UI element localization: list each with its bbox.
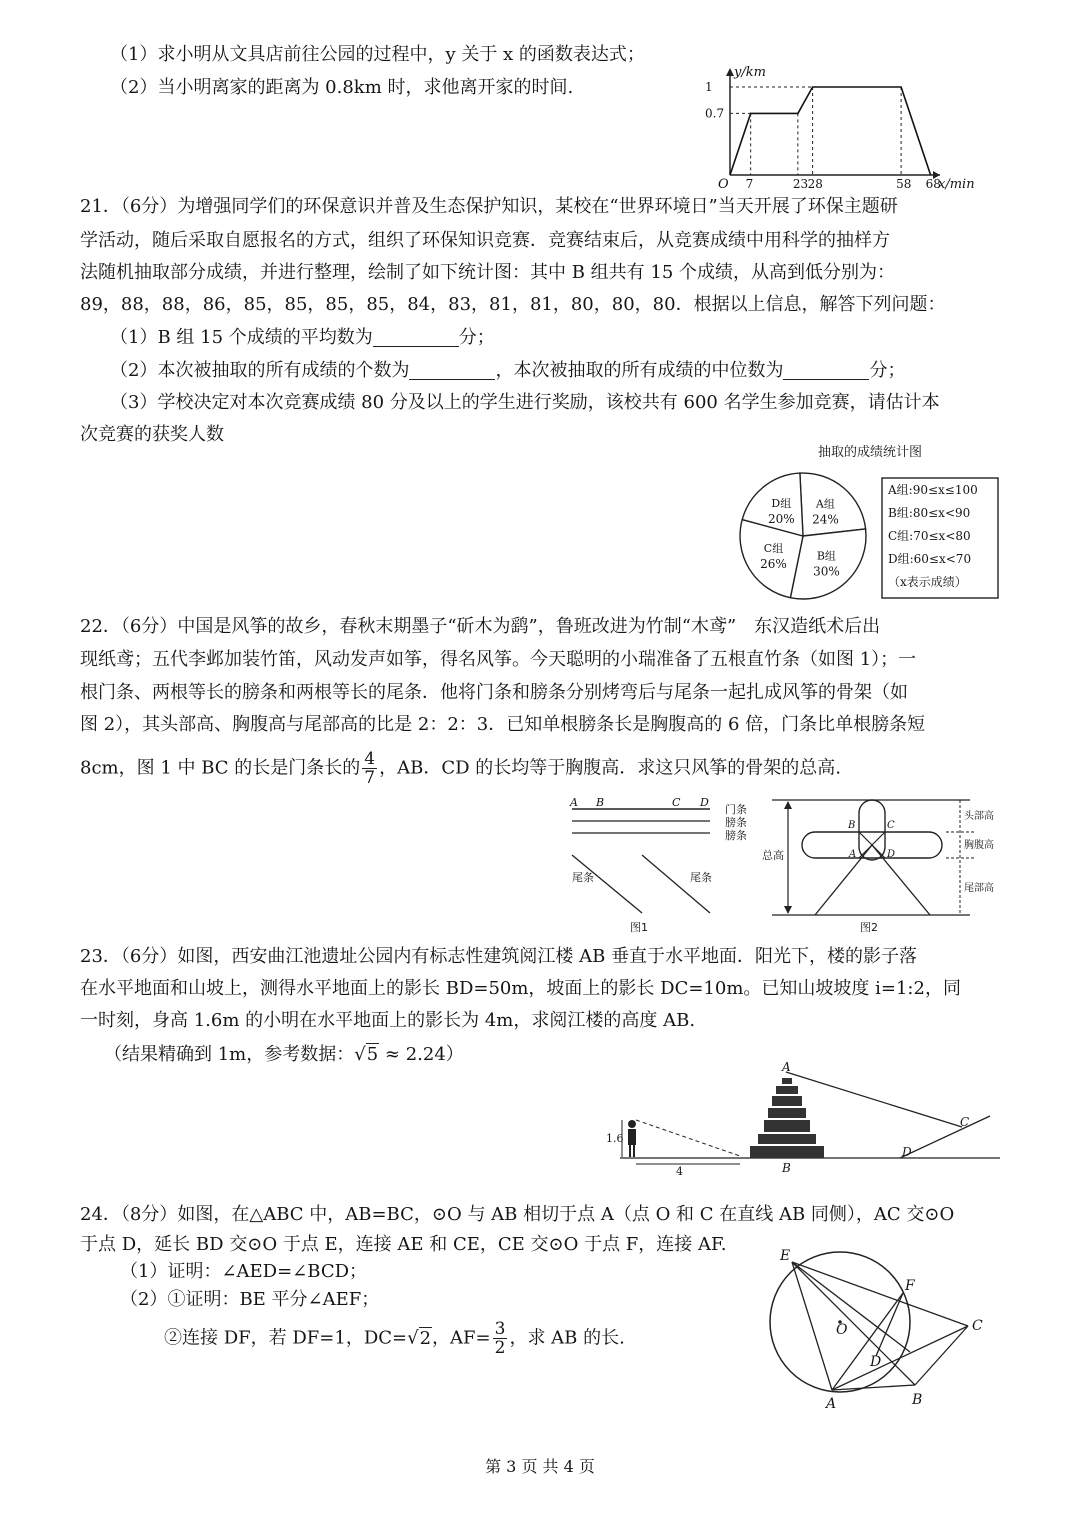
q23-sqrt-arg: 5	[366, 1044, 379, 1065]
fig2-point-C: C	[887, 820, 895, 831]
q20-distance-time-graph	[690, 60, 980, 195]
q21-sub2-unit: 分；	[869, 360, 906, 381]
q20-x-tick: 58	[896, 177, 912, 191]
fig23-point-C: C	[960, 1115, 970, 1129]
fig1-label-door: 门条	[725, 803, 747, 816]
q20-x-axis-label: x/min	[938, 177, 975, 192]
fig23-point-D: D	[902, 1145, 912, 1159]
fig1-label-tail-left: 尾条	[572, 871, 594, 884]
q24-line2: 于点 D，延长 BD 交⊙O 于点 E，连接 AE 和 CE，CE 交⊙O 于点 F，连接 AF.	[80, 1234, 727, 1255]
fig2-tail-right	[872, 845, 930, 915]
pie-slice-group-label: B组	[816, 549, 836, 563]
pie-slice-pct-label: 26%	[760, 557, 787, 572]
tail-strip-left	[572, 855, 642, 913]
q21-sub3-cont: 次竞赛的获奖人数	[80, 424, 224, 445]
fig2-label-head: 头部高	[964, 811, 994, 822]
fig23-point-A: A	[782, 1060, 791, 1074]
q21-sub1-blank	[373, 326, 459, 347]
q21-sub2-text: （2）本次被抽取的所有成绩的个数为	[110, 360, 410, 381]
fig2-label-tail: 尾部高	[964, 883, 994, 894]
fig23-height-label: 1.6	[606, 1132, 624, 1145]
q23-figure	[600, 1060, 1010, 1180]
q24-sub3-text: ②连接 DF，若 DF=1，DC=	[164, 1327, 408, 1349]
q22-line2: 现纸鸢；五代李邺加装竹笛，风动发声如筝，得名风筝。今天聪明的小瑞准备了五根直竹条（如图 1）；一	[80, 649, 917, 670]
fig2-caption: 图2	[860, 921, 878, 934]
fig2-point-B: B	[848, 820, 856, 831]
fig1-label-tail-right: 尾条	[690, 871, 712, 884]
q20-sub1: （1）求小明从文具店前往公园的过程中，y 关于 x 的函数表达式；	[110, 44, 645, 65]
q20-guide-lines	[730, 87, 901, 175]
q22-line5	[80, 750, 841, 787]
q20-x-tick: 23	[792, 177, 809, 191]
q24-sqrt-arg: 2	[419, 1327, 432, 1349]
q22-figure-1	[560, 795, 760, 935]
q20-series-line	[730, 87, 931, 175]
fig24-point-D: D	[870, 1354, 882, 1370]
q22-frac-numerator: 4	[364, 749, 376, 769]
q21-sub3: （3）学校决定对本次竞赛成绩 80 分及以上的学生进行奖励，该校共有 600 名学生参加竞赛，请估计本	[110, 392, 940, 413]
q20-sub2: （2）当小明离家的距离为 0.8km 时，求他离开家的时间.	[110, 77, 574, 98]
page-footer: 第 3 页 共 4 页	[485, 1457, 595, 1476]
pavilion-tower	[750, 1078, 824, 1158]
q20-x-tick: 28	[807, 177, 823, 191]
q24-sub3	[164, 1320, 625, 1357]
pie-legend-item: C组:70≤x<80	[888, 529, 971, 543]
q21-sub1-text: （1）B 组 15 个成绩的平均数为	[110, 327, 373, 348]
q22-line3: 根门条、两根等长的膀条和两根等长的尾条．他将门条和膀条分别烤弯后与尾条一起扎成风筝的骨架（如	[80, 682, 908, 703]
q21-pie-chart-figure	[730, 440, 1010, 610]
q21-sub2-blank1	[409, 359, 495, 380]
q24-sub1: （1）证明：∠AED=∠BCD；	[120, 1261, 368, 1282]
pie-slice-group-label: A组	[815, 497, 835, 511]
q24-sub3-text3: ，求 AB 的长.	[509, 1327, 625, 1349]
fig2-label-chest: 胸腹高	[964, 840, 994, 851]
pie-legend-item: B组:80≤x<90	[888, 506, 971, 520]
q24-frac-numerator: 3	[494, 1319, 506, 1339]
q22-line1: 22．（6分）中国是风筝的故乡，春秋末期墨子“斫木为鹞”，鲁班改进为竹制“木鸢” 东汉造纸术后出	[80, 616, 881, 637]
q21-line1: 21．（6分）为增强同学们的环保意识并普及生态保护知识，某校在“世界环境日”当天开展了环保主题研	[80, 196, 898, 217]
pie-slice-group-label: C组	[763, 542, 784, 556]
q20-y-axis-label: y/km	[734, 65, 766, 80]
pie-legend-item: A组:90≤x≤100	[888, 483, 978, 497]
q22-line5-text2: ，AB．CD 的长均等于胸腹高．求这只风筝的骨架的总高.	[379, 757, 841, 779]
sqrt-sign: √	[407, 1327, 419, 1349]
q20-x-tick: 68	[925, 177, 941, 191]
sqrt-sign: √	[354, 1044, 366, 1065]
tail-strip-right-a	[642, 855, 710, 913]
fig24-point-O: O	[836, 1322, 848, 1338]
fig2-tail-left	[815, 845, 872, 915]
q23-line4	[104, 1040, 464, 1070]
fig24-point-E: E	[780, 1248, 791, 1264]
fig23-shadow-label: 4	[676, 1165, 683, 1178]
q20-y-tick: 0.7	[705, 106, 725, 121]
fig24-point-C: C	[972, 1318, 983, 1334]
fig1-label-wing1: 膀条	[725, 816, 747, 829]
q24-frac-denominator: 2	[494, 1338, 506, 1358]
q21-sub2	[110, 356, 905, 386]
fig23-point-B: B	[782, 1161, 791, 1175]
q21-sub1-unit: 分；	[458, 327, 495, 348]
q22-line4: 图 2），其头部高、胸腹高与尾部高的比是 2：2：3．已知单根膀条长是胸腹高的 6 倍，门条比单根膀条短	[80, 714, 926, 735]
q24-line1: 24．（8分）如图，在△ABC 中，AB=BC，⊙O 与 AB 相切于点 A（点 O 和 C 在直线 AB 同侧），AC 交⊙O	[80, 1204, 955, 1225]
q22-frac-denominator: 7	[364, 768, 376, 788]
fig1-label-wing2: 膀条	[725, 829, 747, 842]
pie-slice-pct-label: 30%	[813, 564, 840, 579]
fig2-point-A: A	[849, 849, 857, 860]
fig1-point-B: B	[596, 796, 605, 809]
fig1-point-A: A	[570, 796, 578, 809]
pie-legend-item: （x表示成绩）	[888, 575, 967, 589]
q23-line3: 一时刻，身高 1.6m 的小明在水平地面上的影长为 4m，求阅江楼的高度 AB.	[80, 1010, 696, 1031]
q22-fraction	[362, 750, 377, 787]
q23-line4-text2: ≈ 2.24）	[379, 1044, 464, 1065]
q23-line1: 23．（6分）如图，西安曲江池遗址公园内有标志性建筑阅江楼 AB 垂直于水平地面．阳光下，楼的影子落	[80, 946, 918, 967]
fig1-caption: 图1	[630, 921, 648, 934]
q24-geometry-figure	[760, 1240, 1000, 1410]
person-figure	[628, 1120, 636, 1157]
q20-origin-label: O	[718, 177, 729, 192]
pie-title: 抽取的成绩统计图	[817, 445, 923, 460]
q24-sub3-text2: ，AF=	[432, 1327, 491, 1349]
q24-fraction	[493, 1320, 508, 1357]
fig24-point-A: A	[826, 1396, 837, 1410]
pie-slice-pct-label: 24%	[812, 512, 839, 527]
pie-slice-pct-label: 20%	[767, 512, 795, 526]
q20-y-tick: 1	[705, 80, 713, 94]
q20-x-tick: 7	[745, 177, 754, 191]
fig24-point-F: F	[905, 1278, 915, 1294]
pie-slice-group-label: D组	[771, 497, 792, 510]
q21-line4: 89，88，88，86，85，85，85，85，84，83，81，81，80，80，80．根据以上信息，解答下列问题：	[80, 294, 946, 315]
fig2-head-loop	[859, 800, 885, 860]
q23-line2: 在水平地面和山坡上，测得水平地面上的影长 BD=50m，坡面上的影长 DC=10m。已知山坡坡度 i=1:2，同	[80, 978, 961, 999]
q21-sub1	[110, 323, 495, 353]
q21-sub2-blank2	[783, 359, 869, 380]
fig1-point-C: C	[672, 796, 681, 809]
q22-line5-text: 8cm，图 1 中 BC 的长是门条长的	[80, 757, 361, 779]
q21-line3: 法随机抽取部分成绩，并进行整理，绘制了如下统计图：其中 B 组共有 15 个成绩，从高到低分别为：	[80, 262, 896, 283]
q23-line4-text: （结果精确到 1m，参考数据：	[104, 1044, 355, 1065]
q21-sub2-text2: ，本次被抽取的所有成绩的中位数为	[495, 360, 784, 381]
q21-line2: 学活动，随后采取自愿报名的方式，组织了环保知识竞赛．竞赛结束后，从竞赛成绩中用科学的抽样方	[80, 230, 890, 251]
q24-sub2: （2）①证明：BE 平分∠AEF；	[120, 1289, 380, 1310]
fig2-total-height-label: 总高	[762, 849, 784, 862]
fig24-point-B: B	[912, 1392, 923, 1408]
fig1-point-D: D	[700, 796, 709, 809]
sun-ray	[786, 1072, 962, 1127]
fig2-point-D: D	[887, 849, 896, 860]
q22-figure-2	[760, 795, 1010, 935]
pie-legend-item: D组:60≤x<70	[888, 552, 972, 566]
